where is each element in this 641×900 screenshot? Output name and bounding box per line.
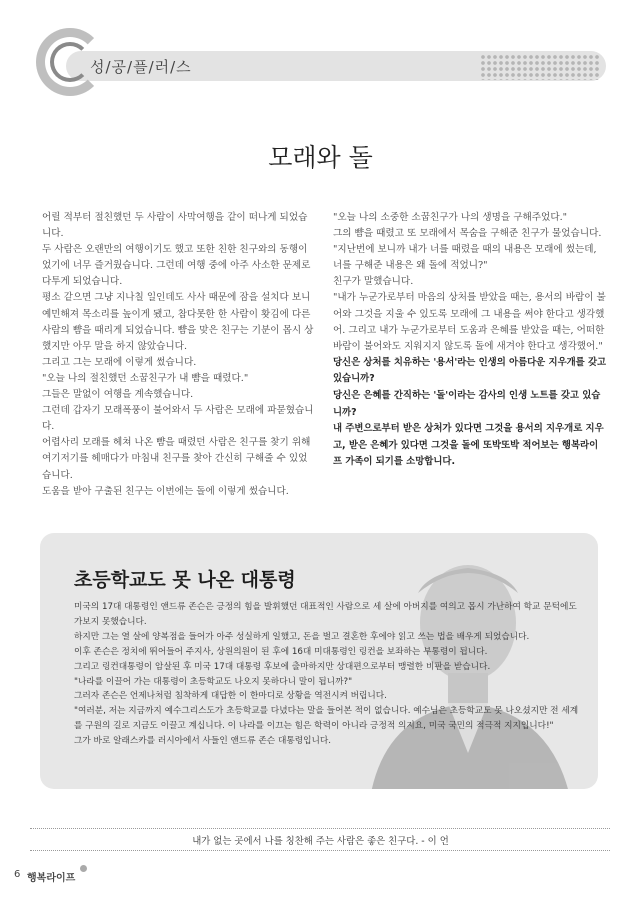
paragraph: "나라를 이끌어 가는 대통령이 초등학교도 나오지 못하다니 말이 됩니까?" bbox=[74, 676, 353, 687]
page-number: 6 bbox=[14, 869, 21, 880]
dot-pattern-icon bbox=[480, 54, 600, 80]
paragraph: 미국의 17대 대통령인 앤드류 존슨은 긍정의 힘을 발휘했던 대표적인 사람으로 세 살에 아버지를 여의고 몹시 가난하여 학교 문턱에도 가보지 못했습니다. bbox=[74, 602, 577, 627]
paragraph: 그가 바로 알래스카를 러시아에서 사들인 앤드류 존슨 대통령입니다. bbox=[74, 736, 332, 747]
paragraph: 두 사람은 오랜만의 여행이기도 했고 또한 친한 친구와의 동행이었기에 너무 즐거웠습니다. 그런데 여행 중에 아주 사소한 문제로 다투게 되었습니다. bbox=[42, 244, 311, 288]
paragraph: 그리고 링컨대통령이 암살된 후 미국 17대 대통령 후보에 출마하지만 상대편으로부터 맹렬한 비판을 받습니다. bbox=[74, 661, 491, 672]
paragraph: 어렵사리 모래를 헤쳐 나온 뺨을 때렸던 사람은 친구를 찾기 위해 여기저기를 헤매다가 마침내 친구를 찾아 간신히 구해줄 수 있었습니다. bbox=[42, 437, 311, 481]
box-text bbox=[74, 600, 584, 749]
paragraph: "오늘 나의 절친했던 소꿉친구가 내 뺨을 때렸다." bbox=[42, 372, 249, 384]
paragraph: 이후 존슨은 정치에 뛰어들어 주지사, 상원의원이 된 후에 16대 미대통령인 링컨을 보좌하는 부통령이 됩니다. bbox=[74, 646, 488, 657]
article-title: 모래와 돌 bbox=[268, 143, 373, 172]
bold-paragraph: 당신은 상처를 치유하는 '용서'라는 인생의 아름다운 지우개를 갖고 있습니까? bbox=[333, 356, 607, 385]
paragraph: "내가 누군가로부터 마음의 상처를 받았을 때는, 용서의 바람이 불어와 그것을 지울 수 있도록 모래에 그 내용을 써야 한다고 생각했어. 그리고 내가 누군가로부터 도움과 은혜를 받았을 때는, 어떠한 바람이 불어와도 지워지지 않도록 돌에 새겨야 한다고 생각했어." bbox=[333, 292, 606, 352]
paragraph: 그러자 존슨은 언제나처럼 침착하게 대답한 이 한마디로 상황을 역전시켜 버립니다. bbox=[74, 691, 387, 702]
footer-quote: 내가 없는 곳에서 나를 칭찬해 주는 사람은 좋은 친구다. - 이 언 bbox=[192, 836, 449, 847]
article-right-column bbox=[333, 210, 607, 471]
paragraph: "여러분, 저는 지금까지 예수그리스도가 초등학교를 다녔다는 말을 들어본 적이 없습니다. 예수님은 초등학교도 못 나오셨지만 전 세계를 구원의 길로 지금도 이끌고 계십니다. 이 나라를 이끄는 힘은 학력이 아니라 긍정적 의지요, 미국 국민의 적극적 지지입니다!" bbox=[74, 706, 579, 732]
paragraph: 도움을 받아 구출된 친구는 이번에는 돌에 이렇게 썼습니다. bbox=[42, 485, 289, 497]
paragraph: 그들은 말없이 여행을 계속했습니다. bbox=[42, 389, 194, 401]
section-title: 성/공/플/러/스 bbox=[90, 58, 192, 76]
box-title: 초등학교도 못 나온 대통령 bbox=[74, 569, 296, 591]
paragraph: "오늘 나의 소중한 소꿉친구가 나의 생명을 구해주었다." bbox=[333, 212, 568, 223]
magazine-name: 행복라이프 bbox=[27, 873, 76, 884]
paragraph: 친구가 말했습니다. bbox=[333, 276, 414, 288]
paragraph: 평소 같으면 그냥 지나칠 일인데도 사사 때문에 잠을 설치다 보니 예민해져 목소리를 높이게 됐고, 참다못한 한 사람이 홧김에 다른 사람의 뺨을 때리게 되었습니다. 뺨을 맞은 친구는 기분이 몹시 상했지만 아무 말을 하지 않았습니다. bbox=[42, 292, 314, 352]
divider bbox=[30, 828, 610, 829]
article-left-column bbox=[42, 210, 316, 500]
bold-paragraph: 내 주변으로부터 받은 상처가 있다면 그것을 용서의 지우개로 지우고, 받은 은혜가 있다면 그것을 돌에 또박또박 적어보는 행복라이프 가족이 되기를 소망합니다. bbox=[333, 423, 604, 468]
story-box bbox=[40, 533, 598, 789]
paragraph: 하지만 그는 열 살에 양복점을 들어가 아주 성실하게 일했고, 돈을 벌고 결혼한 후에야 읽고 쓰는 법을 배우게 되었습니다. bbox=[74, 631, 530, 642]
magazine-logo-icon bbox=[80, 865, 87, 872]
bold-paragraph: 당신은 은혜를 간직하는 '돌'이라는 감사의 인생 노트를 갖고 있습니까? bbox=[333, 390, 601, 418]
paragraph: 어릴 적부터 절친했던 두 사람이 사막여행을 같이 떠나게 되었습니다. bbox=[42, 212, 308, 240]
paragraph: "지난번에 보니까 내가 너를 때렸을 때의 내용은 모래에 썼는데, 너를 구해준 내용은 왜 돌에 적었니?" bbox=[333, 244, 597, 272]
paragraph: 그리고 그는 모래에 이렇게 썼습니다. bbox=[42, 356, 197, 368]
paragraph: 그런데 갑자기 모래폭풍이 불어와서 두 사람은 모래에 파묻혔습니다. bbox=[42, 405, 314, 433]
paragraph: 그의 뺨을 때렸고 또 모래에서 목숨을 구해준 친구가 물었습니다. bbox=[333, 228, 602, 240]
section-header bbox=[30, 28, 610, 108]
c-logo-inner-icon bbox=[50, 42, 90, 82]
divider bbox=[30, 850, 610, 851]
